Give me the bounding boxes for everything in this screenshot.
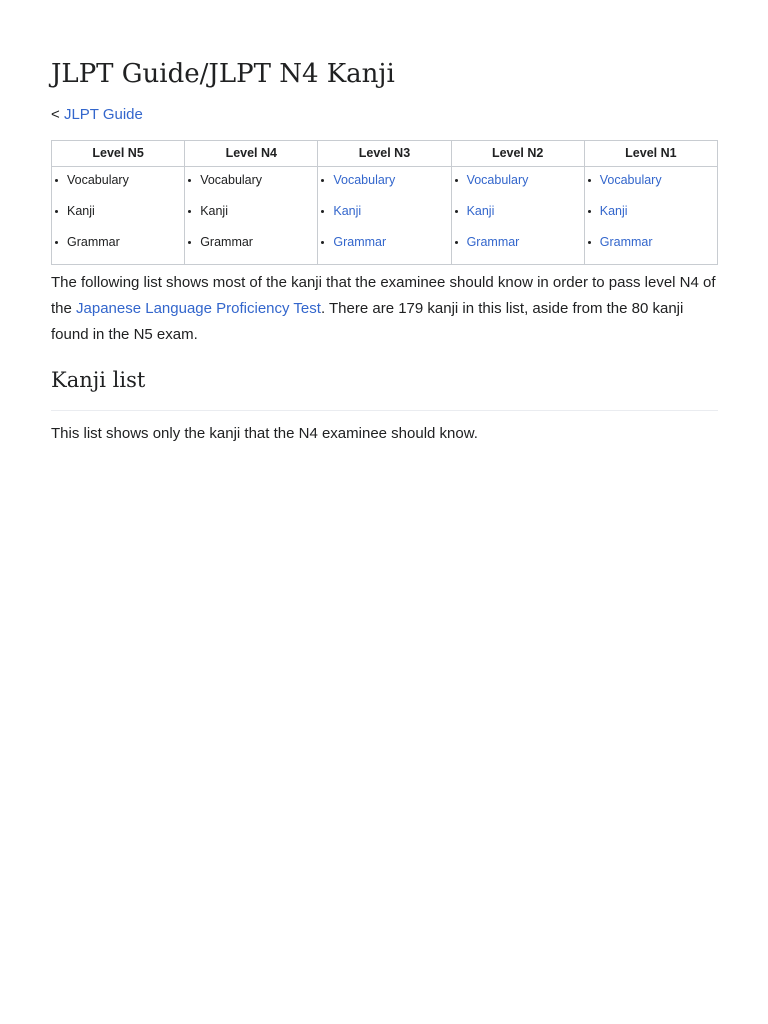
- level-n4-cell: [185, 167, 318, 265]
- n4-kanji-link[interactable]: Kanji: [200, 204, 228, 218]
- jlpt-test-link[interactable]: Japanese Language Proficiency Test: [76, 300, 321, 317]
- jlpt-levels-table: [51, 140, 718, 265]
- kanji-list-heading: Kanji list: [51, 368, 146, 392]
- n2-vocabulary-link[interactable]: Vocabulary: [466, 173, 529, 187]
- breadcrumb: [51, 104, 143, 126]
- kanji-list-note: This list shows only the kanji that the N4 examinee should know.: [51, 425, 478, 442]
- n5-vocabulary-link[interactable]: Vocabulary: [67, 173, 129, 187]
- header-level-n2: Level N2: [451, 141, 584, 167]
- header-level-n5: Level N5: [52, 141, 185, 167]
- n1-kanji-link[interactable]: Kanji: [599, 204, 628, 218]
- section-divider: [51, 410, 718, 411]
- level-n5-cell: [52, 167, 185, 265]
- breadcrumb-link-jlpt-guide[interactable]: JLPT Guide: [63, 106, 143, 123]
- intro-text-after: . There are 179 kanji in this list, aside from the 80 kanji found in the N5 exam.: [51, 300, 684, 343]
- intro-text-before: The following list shows most of the kanji that the examinee should know in order to pass level N4 of the: [51, 274, 716, 317]
- n1-vocabulary-link[interactable]: Vocabulary: [599, 173, 662, 187]
- n4-vocabulary-link[interactable]: Vocabulary: [200, 173, 263, 187]
- table-header-row: [52, 141, 718, 167]
- n1-grammar-link[interactable]: Grammar: [599, 235, 653, 249]
- header-level-n3: Level N3: [318, 141, 451, 167]
- n2-grammar-link[interactable]: Grammar: [466, 235, 520, 249]
- n3-vocabulary-link[interactable]: Vocabulary: [333, 173, 396, 187]
- intro-paragraph: [51, 270, 718, 348]
- header-level-n4: Level N4: [185, 141, 318, 167]
- n3-grammar-link[interactable]: Grammar: [333, 235, 387, 249]
- page-title: JLPT Guide/JLPT N4 Kanji: [51, 59, 395, 89]
- n5-grammar-link[interactable]: Grammar: [67, 235, 120, 249]
- level-n1-cell: [584, 167, 717, 265]
- n4-grammar-link[interactable]: Grammar: [200, 235, 253, 249]
- header-level-n1: Level N1: [584, 141, 717, 167]
- table-row: [52, 167, 718, 265]
- n3-kanji-link[interactable]: Kanji: [333, 204, 362, 218]
- level-n3-cell: [318, 167, 451, 265]
- n2-kanji-link[interactable]: Kanji: [466, 204, 495, 218]
- n5-kanji-link[interactable]: Kanji: [67, 204, 95, 218]
- breadcrumb-prefix: <: [51, 106, 60, 123]
- level-n2-cell: [451, 167, 584, 265]
